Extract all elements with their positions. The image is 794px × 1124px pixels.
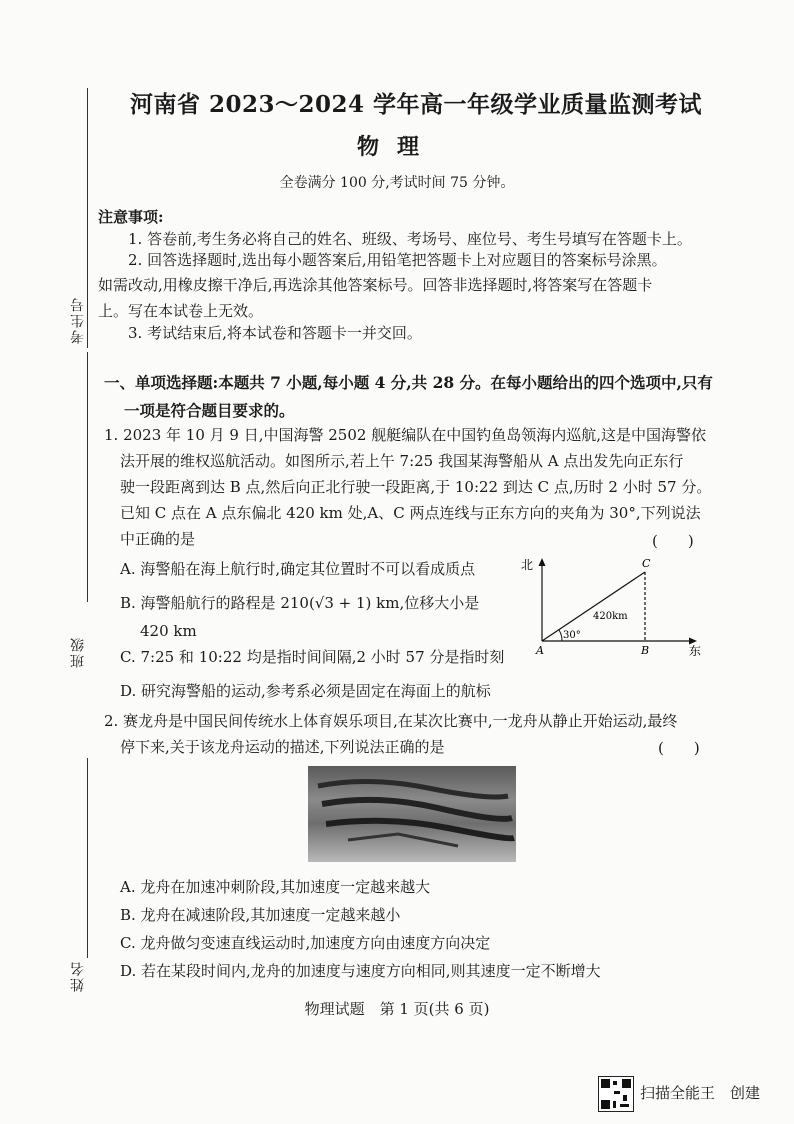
- section-heading-continued: 一项是符合题目要求的。: [124, 401, 295, 420]
- qr-code-icon: [598, 1076, 634, 1112]
- label-c: C: [642, 557, 651, 570]
- note-line: 3. 考试结束后,将本试卷和答题卡一并交回。: [128, 324, 422, 342]
- q2-stem-line: 2. 赛龙舟是中国民间传统水上体育娱乐项目,在某次比赛中,一龙舟从静止开始运动,最终: [104, 712, 678, 730]
- north-arrow-icon: [539, 558, 546, 566]
- margin-label-class: 班级: [70, 636, 86, 668]
- label-a: A: [536, 644, 544, 657]
- page-footer: 物理试题 第 1 页(共 6 页): [304, 1000, 490, 1018]
- scanner-watermark: 扫描全能王 创建: [640, 1084, 761, 1102]
- subject-title: 物理: [356, 134, 437, 160]
- q1-option-c: C. 7:25 和 10:22 均是指时间间隔,2 小时 57 分是指时刻: [120, 648, 505, 666]
- angle-arc: [559, 630, 562, 641]
- q1-option-a: A. 海警船在海上航行时,确定其位置时不可以看成质点: [120, 560, 476, 578]
- q1-stem-line: 1. 2023 年 10 月 9 日,中国海警 2502 舰艇编队在中国钓鱼岛领海内巡航,这是中国海警依: [104, 426, 706, 444]
- margin-label-student-id: 考生号: [70, 296, 86, 344]
- exam-title: 河南省 2023～2024 学年高一年级学业质量监测考试: [130, 91, 703, 118]
- q1-option-b: B. 海警船航行的路程是 210(√3 + 1) km,位移大小是: [120, 594, 480, 612]
- q2-option-d: D. 若在某段时间内,龙舟的加速度与速度方向相同,则其速度一定不断增大: [120, 962, 601, 980]
- q1-option-b-continued: 420 km: [140, 622, 197, 640]
- note-line: 1. 答卷前,考生务必将自己的姓名、班级、考场号、座位号、考生号填写在答题卡上。: [128, 230, 692, 248]
- q2-answer-bracket: ( ): [658, 739, 700, 757]
- note-line: 2. 回答选择题时,选出每小题答案后,用铅笔把答题卡上对应题目的答案标号涂黑。: [128, 251, 667, 269]
- q1-navigation-diagram: [515, 555, 705, 660]
- q1-stem-line: 驶一段距离到达 B 点,然后向正北行驶一段距离,于 10:22 到达 C 点,历时 2 小时 57 分。: [120, 478, 712, 496]
- q1-stem-line: 法开展的维权巡航活动。如图所示,若上午 7:25 我国某海警船从 A 点出发先向正东行: [120, 452, 684, 470]
- binding-line-bottom: [87, 758, 88, 958]
- note-line: 如需改动,用橡皮擦干净后,再选涂其他答案标号。回答非选择题时,将答案写在答题卡: [98, 276, 653, 294]
- section-heading: 一、单项选择题:本题共 7 小题,每小题 4 分,共 28 分。在每小题给出的四个选项中,只有: [104, 373, 713, 392]
- q2-stem-line: 停下来,关于该龙舟运动的描述,下列说法正确的是: [120, 738, 445, 756]
- q1-option-d: D. 研究海警船的运动,参考系必须是固定在海面上的航标: [120, 682, 491, 700]
- q1-answer-bracket: ( ): [652, 532, 694, 550]
- notes-heading: 注意事项:: [98, 208, 164, 226]
- q1-stem-line: 中正确的是: [120, 530, 196, 548]
- dragon-boat-rowers-image: [308, 766, 516, 862]
- label-b: B: [641, 644, 650, 657]
- dragon-boat-photo: [308, 766, 516, 862]
- score-time-line: 全卷满分 100 分,考试时间 75 分钟。: [279, 175, 515, 191]
- line-ac: [542, 572, 645, 641]
- q2-option-a: A. 龙舟在加速冲刺阶段,其加速度一定越来越大: [120, 878, 431, 896]
- binding-line-middle: [87, 352, 88, 602]
- note-line: 上。写在本试卷上无效。: [98, 302, 264, 320]
- label-north: 北: [521, 558, 534, 572]
- label-angle: 30°: [563, 630, 581, 641]
- q2-option-c: C. 龙舟做匀变速直线运动时,加速度方向由速度方向决定: [120, 934, 491, 952]
- margin-label-name: 姓名: [70, 960, 86, 992]
- label-east: 东: [689, 644, 702, 658]
- q2-option-b: B. 龙舟在减速阶段,其加速度一定越来越小: [120, 906, 401, 924]
- q1-stem-line: 已知 C 点在 A 点东偏北 420 km 处,A、C 两点连线与正东方向的夹角为 30°,下列说法: [120, 504, 701, 522]
- label-distance: 420km: [593, 611, 628, 622]
